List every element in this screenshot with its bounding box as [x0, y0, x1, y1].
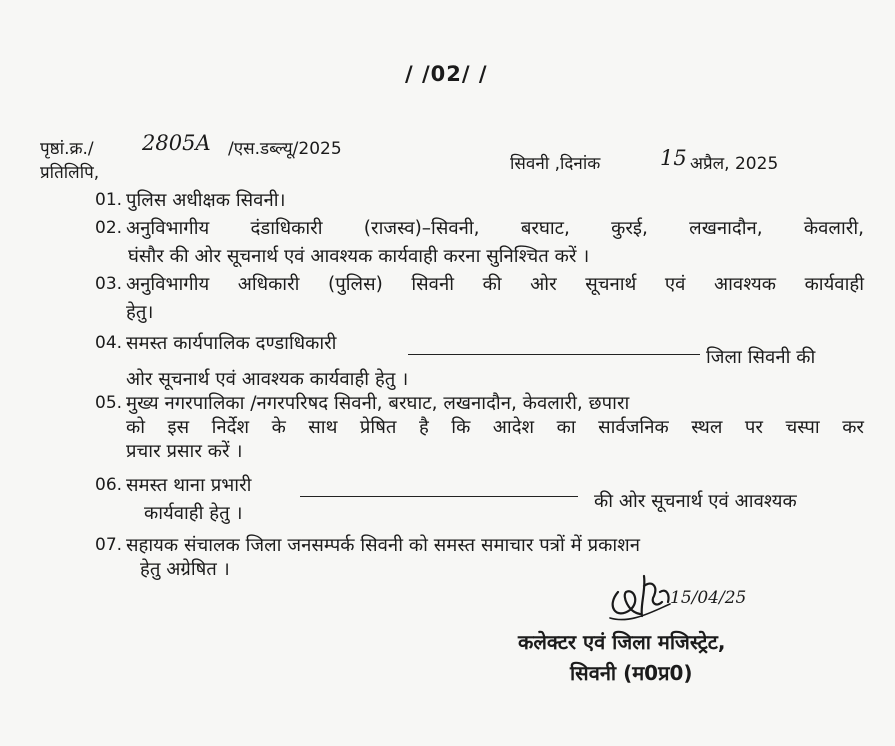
item-text: हेतु अग्रेषित ।: [140, 559, 230, 580]
item-text: कार्यवाही हेतु ।: [144, 503, 243, 524]
item-text: अनुविभागीय दंडाधिकारी (राजस्व)–सिवनी, बरघाट, कुरई, लखनादौन, केवलारी,: [126, 218, 864, 239]
item-text: घंसौर की ओर सूचनार्थ एवं आवश्यक कार्यवाही करना सुनिश्चित करें ।: [128, 246, 590, 267]
place-date-label: सिवनी ,दिनांक: [510, 154, 601, 174]
item-text: अनुविभागीय अधिकारी (पुलिस) सिवनी की ओर सूचनार्थ एवं आवश्यक कार्यवाही: [126, 274, 864, 295]
item-text: समस्त कार्यपालिक दण्डाधिकारी: [126, 333, 337, 354]
item-text: मुख्य नगरपालिका /नगरपरिषद सिवनी, बरघाट, लखनादौन, केवलारी, छपारा: [126, 393, 630, 414]
item-text: की ओर सूचनार्थ एवं आवश्यक: [594, 491, 797, 512]
item-number: 01.: [95, 190, 123, 210]
fill-in-blank-line: [300, 496, 578, 497]
item-number: 05.: [95, 393, 123, 413]
item-number: 03.: [95, 274, 123, 294]
fill-in-blank-line: [408, 354, 700, 355]
item-text: पुलिस अधीक्षक सिवनी।: [126, 190, 286, 211]
date-month-year: अप्रैल, 2025: [690, 154, 779, 174]
copy-label: प्रतिलिपि,: [40, 163, 100, 183]
page-number: / /02/ /: [405, 62, 488, 86]
reference-label: पृष्ठां.क्र./: [40, 139, 94, 159]
item-text: समस्त थाना प्रभारी: [126, 475, 252, 496]
item-text: को इस निर्देश के साथ प्रेषित है कि आदेश का सार्वजनिक स्थल पर चस्पा कर: [126, 417, 864, 438]
reference-number-handwritten: 2805A: [142, 131, 211, 155]
signatory-place: सिवनी (म0प्र0): [570, 661, 693, 685]
item-text: प्रचार प्रसार करें ।: [126, 441, 243, 462]
item-number: 06.: [95, 475, 123, 495]
signature-date-handwritten: 15/04/25: [670, 588, 747, 608]
item-text: जिला सिवनी की: [706, 347, 816, 368]
item-text: ओर सूचनार्थ एवं आवश्यक कार्यवाही हेतु ।: [126, 369, 409, 390]
item-number: 02.: [95, 218, 123, 238]
item-number: 07.: [95, 535, 123, 555]
item-text: सहायक संचालक जिला जनसम्पर्क सिवनी को समस्त समाचार पत्रों में प्रकाशन: [126, 535, 641, 556]
item-text: हेतु।: [126, 302, 154, 323]
item-number: 04.: [95, 333, 123, 353]
reference-suffix: /एस.डब्ल्यू/2025: [228, 139, 342, 159]
signatory-title: कलेक्टर एवं जिला मजिस्ट्रेट,: [518, 630, 726, 654]
date-day-handwritten: 15: [660, 146, 687, 170]
